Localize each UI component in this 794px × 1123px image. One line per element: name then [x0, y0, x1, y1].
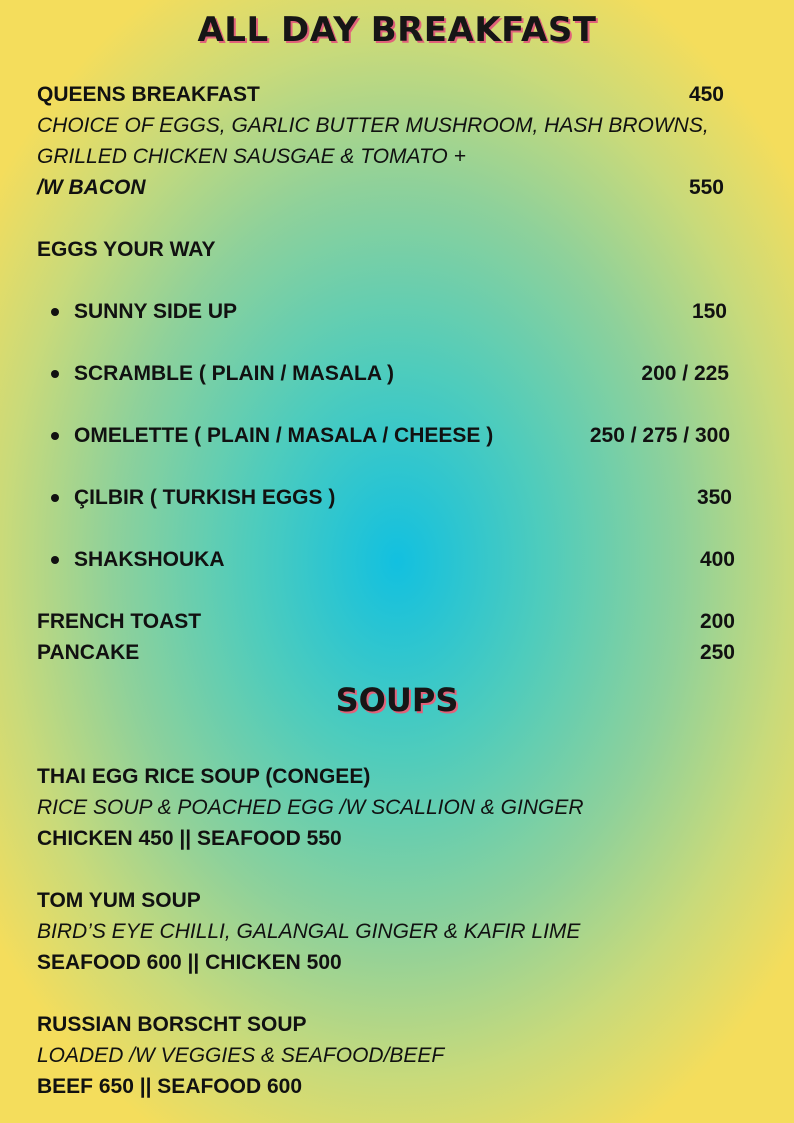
bacon-addon-price: 550 — [688, 176, 724, 199]
queens-breakfast-desc-2: GRILLED CHICKEN SAUSGAE & TOMATO + — [37, 145, 466, 168]
list-item-price: 150 — [691, 300, 727, 323]
list-item-name: SCRAMBLE ( PLAIN / MASALA ) — [74, 362, 395, 385]
list-item-price: 350 — [696, 486, 732, 509]
list-item-name: SUNNY SIDE UP — [74, 300, 237, 323]
list-item-price: 200 / 225 — [641, 362, 729, 385]
soup-prices: CHICKEN 450 || SEAFOOD 550 — [37, 827, 342, 850]
queens-breakfast-name: QUEENS BREAKFAST — [37, 83, 260, 106]
soups-heading: SOUPS — [335, 681, 459, 719]
list-item-name: ÇILBIR ( TURKISH EGGS ) — [74, 486, 336, 509]
bullet-icon — [51, 556, 59, 564]
list-item-price: 400 — [699, 548, 735, 571]
soup-description: LOADED /W VEGGIES & SEAFOOD/BEEF — [37, 1044, 445, 1067]
queens-breakfast-price: 450 — [688, 83, 724, 106]
pancake-price: 250 — [699, 641, 735, 664]
bacon-addon-name: /W BACON — [37, 176, 146, 199]
eggs-your-way-title: EGGS YOUR WAY — [37, 238, 216, 261]
soup-name: TOM YUM SOUP — [37, 889, 201, 912]
soup-description: BIRD’S EYE CHILLI, GALANGAL GINGER & KAFIR LIME — [37, 920, 581, 943]
soup-prices: SEAFOOD 600 || CHICKEN 500 — [37, 951, 342, 974]
soup-name: THAI EGG RICE SOUP (CONGEE) — [37, 765, 371, 788]
bullet-icon — [51, 370, 59, 378]
breakfast-heading: ALL DAY BREAKFAST — [197, 10, 597, 50]
bullet-icon — [51, 432, 59, 440]
french-toast-name: FRENCH TOAST — [37, 610, 202, 633]
list-item-price: 250 / 275 / 300 — [589, 424, 730, 447]
bullet-icon — [51, 494, 59, 502]
soup-name: RUSSIAN BORSCHT SOUP — [37, 1013, 307, 1036]
pancake-name: PANCAKE — [37, 641, 140, 664]
soup-prices: BEEF 650 || SEAFOOD 600 — [37, 1075, 303, 1098]
list-item-name: SHAKSHOUKA — [74, 548, 225, 571]
french-toast-price: 200 — [699, 610, 735, 633]
soup-description: RICE SOUP & POACHED EGG /W SCALLION & GINGER — [37, 796, 584, 819]
list-item-name: OMELETTE ( PLAIN / MASALA / CHEESE ) — [74, 424, 494, 447]
bullet-icon — [51, 308, 59, 316]
queens-breakfast-desc-1: CHOICE OF EGGS, GARLIC BUTTER MUSHROOM, HASH BROWNS, — [37, 114, 709, 137]
